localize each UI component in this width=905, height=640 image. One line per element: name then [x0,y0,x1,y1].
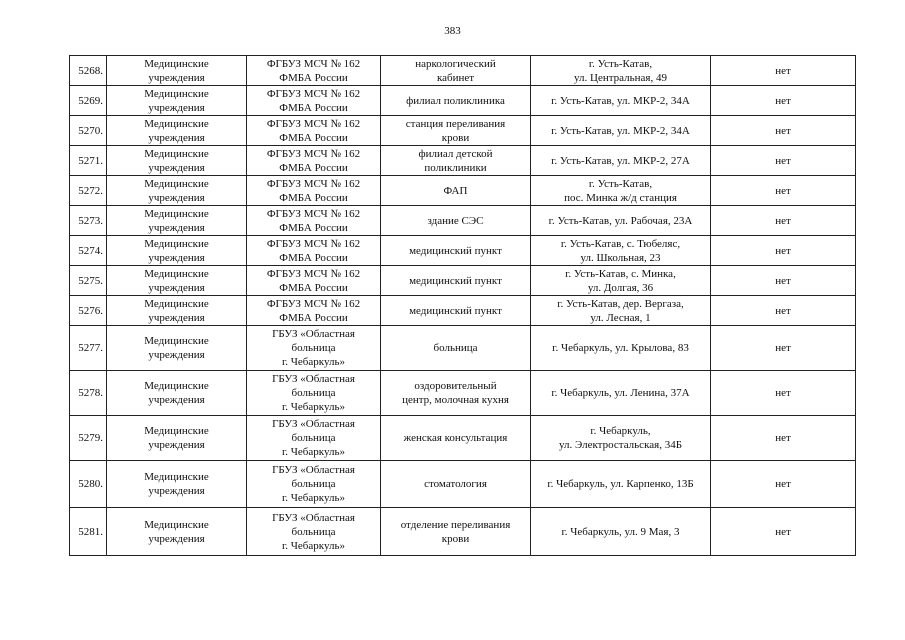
row-number-cell: 5270. [70,116,107,146]
facility-cell [381,206,531,236]
address-cell-line: ул. Долгая, 36 [587,281,654,294]
category-cell [107,266,247,296]
organization-cell-line: ГБУЗ «Областная [272,373,355,385]
address-cell-line: г. Чебаркуль, [590,425,651,437]
organization-cell-line: ФГБУЗ МСЧ № 162 [266,237,361,250]
facility-cell-line: ФАП [443,184,468,197]
registry-table-body [70,56,856,556]
status-cell: нет [711,56,856,86]
row-number-cell: 5277. [70,326,107,371]
table-row [70,116,856,146]
category-cell-line: Медицинские [144,335,209,347]
facility-cell-line: крови [441,131,470,144]
category-cell-line: Медицинские [144,237,209,250]
address-cell [531,56,711,86]
category-cell-line: учреждения [148,191,205,204]
organization-cell-line: ФМБА России [279,131,348,144]
row-number-cell: 5280. [70,461,107,508]
table-row [70,371,856,416]
status-cell: нет [711,176,856,206]
registry-table [69,55,856,556]
category-cell-line: Медицинские [144,207,209,220]
organization-cell-line: ФГБУЗ МСЧ № 162 [266,117,361,130]
organization-cell-line: ФМБА России [279,161,348,174]
address-cell [531,236,711,266]
row-number-cell: 5278. [70,371,107,416]
category-cell-line: Медицинские [144,87,209,100]
table-row [70,461,856,508]
organization-cell-line: ФГБУЗ МСЧ № 162 [266,177,361,190]
category-cell-line: Медицинские [144,425,209,437]
organization-cell-line: г. Чебаркуль» [282,539,345,552]
organization-cell-line: г. Чебаркуль» [282,446,345,458]
organization-cell [247,371,381,416]
address-cell-line: г. Усть-Катав, с. Тюбеляс, [560,237,681,250]
facility-cell [381,416,531,461]
organization-cell [247,236,381,266]
category-cell-line: Медицинские [144,518,209,531]
facility-cell [381,371,531,416]
organization-cell-line: г. Чебаркуль» [282,492,345,504]
facility-cell [381,56,531,86]
category-cell-line: Медицинские [144,380,209,392]
status-cell: нет [711,266,856,296]
category-cell [107,296,247,326]
facility-cell-line: женская консультация [403,432,508,444]
category-cell [107,416,247,461]
address-cell [531,116,711,146]
category-cell [107,56,247,86]
address-cell-line: г. Чебаркуль, ул. Карпенко, 13Б [547,478,694,490]
row-number-cell: 5275. [70,266,107,296]
category-cell-line: Медицинские [144,57,209,70]
facility-cell-line: оздоровительный [414,380,497,392]
address-cell [531,416,711,461]
status-cell: нет [711,86,856,116]
row-number-cell: 5269. [70,86,107,116]
category-cell [107,508,247,556]
facility-cell [381,116,531,146]
page-number: 383 [444,25,461,37]
category-cell-line: учреждения [148,281,205,294]
category-cell-line: учреждения [148,101,205,114]
address-cell-line: г. Усть-Катав, ул. МКР-2, 34А [551,94,690,107]
row-number-cell: 5268. [70,56,107,86]
category-cell [107,371,247,416]
address-cell-line: г. Усть-Катав, [588,177,653,190]
organization-cell-line: больница [291,525,336,538]
status-cell: нет [711,146,856,176]
facility-cell-line: поликлиники [424,161,487,174]
category-cell-line: учреждения [148,349,205,361]
category-cell-line: учреждения [148,485,205,497]
category-cell-line: Медицинские [144,147,209,160]
address-cell-line: г. Усть-Катав, ул. МКР-2, 27А [551,154,690,167]
status-cell: нет [711,296,856,326]
address-cell-line: пос. Минка ж/д станция [564,191,677,204]
facility-cell [381,266,531,296]
address-cell-line: г. Усть-Катав, [588,57,653,70]
table-row [70,266,856,296]
table-row [70,416,856,461]
category-cell [107,116,247,146]
address-cell [531,461,711,508]
organization-cell-line: ГБУЗ «Областная [272,511,355,524]
facility-cell [381,176,531,206]
row-number-cell: 5276. [70,296,107,326]
address-cell [531,371,711,416]
row-number-cell: 5274. [70,236,107,266]
category-cell-line: учреждения [148,71,205,84]
category-cell [107,176,247,206]
facility-cell [381,296,531,326]
organization-cell [247,326,381,371]
facility-cell-line: станция переливания [405,117,506,130]
category-cell [107,236,247,266]
category-cell [107,206,247,236]
category-cell-line: Медицинские [144,471,209,483]
organization-cell-line: ГБУЗ «Областная [272,418,355,430]
table-row [70,508,856,556]
organization-cell [247,266,381,296]
address-cell [531,508,711,556]
category-cell [107,146,247,176]
row-number-cell: 5271. [70,146,107,176]
organization-cell-line: ФГБУЗ МСЧ № 162 [266,267,361,280]
category-cell-line: учреждения [148,131,205,144]
facility-cell-line: больница [433,342,478,354]
organization-cell-line: ФМБА России [279,251,348,264]
address-cell-line: ул. Центральная, 49 [574,71,667,84]
table-row [70,326,856,371]
address-cell-line: г. Усть-Катав, с. Минка, [565,267,676,280]
organization-cell-line: больница [291,387,336,399]
facility-cell-line: стоматология [424,478,487,490]
organization-cell-line: ГБУЗ «Областная [272,328,355,340]
organization-cell [247,116,381,146]
table-row [70,56,856,86]
category-cell-line: учреждения [148,221,205,234]
organization-cell [247,508,381,556]
table-row [70,86,856,116]
category-cell-line: учреждения [148,532,205,545]
address-cell [531,176,711,206]
category-cell-line: учреждения [148,161,205,174]
table-row [70,296,856,326]
category-cell-line: Медицинские [144,267,209,280]
address-cell [531,146,711,176]
address-cell [531,206,711,236]
table-row [70,176,856,206]
category-cell-line: учреждения [148,251,205,264]
status-cell: нет [711,116,856,146]
organization-cell-line: ФМБА России [279,191,348,204]
organization-cell-line: ФМБА России [279,311,348,324]
facility-cell [381,86,531,116]
address-cell-line: г. Чебаркуль, ул. Крылова, 83 [552,342,689,354]
address-cell [531,326,711,371]
organization-cell-line: ФГБУЗ МСЧ № 162 [266,57,361,70]
status-cell: нет [711,416,856,461]
facility-cell [381,508,531,556]
address-cell-line: г. Чебаркуль, ул. Ленина, 37А [551,387,690,399]
category-cell [107,461,247,508]
organization-cell [247,86,381,116]
address-cell [531,296,711,326]
facility-cell [381,461,531,508]
organization-cell-line: ФГБУЗ МСЧ № 162 [266,207,361,220]
category-cell-line: Медицинские [144,117,209,130]
organization-cell-line: ФГБУЗ МСЧ № 162 [266,297,361,310]
address-cell-line: г. Усть-Катав, дер. Вергаза, [557,297,684,310]
category-cell-line: Медицинские [144,177,209,190]
facility-cell-line: кабинет [436,71,475,84]
organization-cell [247,146,381,176]
facility-cell-line: наркологический [415,57,496,70]
address-cell-line: ул. Школьная, 23 [580,251,661,264]
row-number-cell: 5273. [70,206,107,236]
address-cell-line: г. Чебаркуль, ул. 9 Мая, 3 [561,525,680,538]
organization-cell [247,416,381,461]
address-cell-line: ул. Электростальская, 34Б [558,439,683,451]
organization-cell [247,206,381,236]
organization-cell [247,56,381,86]
category-cell-line: учреждения [148,439,205,451]
facility-cell-line: медицинский пункт [409,304,502,317]
table-row [70,236,856,266]
row-number-cell: 5279. [70,416,107,461]
status-cell: нет [711,371,856,416]
facility-cell-line: центр, молочная кухня [402,394,509,406]
organization-cell-line: ФМБА России [279,101,348,114]
row-number-cell: 5281. [70,508,107,556]
organization-cell-line: больница [291,342,336,354]
status-cell: нет [711,508,856,556]
row-number-cell: 5272. [70,176,107,206]
category-cell [107,86,247,116]
facility-cell [381,146,531,176]
facility-cell-line: отделение переливания [400,518,511,531]
status-cell: нет [711,206,856,236]
table-row [70,146,856,176]
facility-cell-line: медицинский пункт [409,274,502,287]
facility-cell-line: филиал детской [418,147,493,160]
organization-cell-line: ФМБА России [279,71,348,84]
address-cell-line: г. Усть-Катав, ул. Рабочая, 23А [548,214,693,227]
address-cell-line: г. Усть-Катав, ул. МКР-2, 34А [551,124,690,137]
organization-cell [247,461,381,508]
facility-cell-line: филиал поликлиника [406,94,505,107]
organization-cell-line: ГБУЗ «Областная [272,464,355,476]
category-cell [107,326,247,371]
category-cell-line: учреждения [148,311,205,324]
organization-cell-line: ФГБУЗ МСЧ № 162 [266,147,361,160]
organization-cell-line: ФМБА России [279,281,348,294]
organization-cell-line: больница [291,432,336,444]
facility-cell [381,236,531,266]
organization-cell [247,176,381,206]
address-cell [531,266,711,296]
organization-cell-line: г. Чебаркуль» [282,356,345,368]
table-row [70,206,856,236]
category-cell-line: учреждения [148,394,205,406]
organization-cell-line: г. Чебаркуль» [282,401,345,413]
address-cell-line: ул. Лесная, 1 [590,311,651,324]
organization-cell-line: больница [291,478,336,490]
category-cell-line: Медицинские [144,297,209,310]
status-cell: нет [711,236,856,266]
organization-cell-line: ФМБА России [279,221,348,234]
facility-cell [381,326,531,371]
organization-cell-line: ФГБУЗ МСЧ № 162 [266,87,361,100]
facility-cell-line: медицинский пункт [409,244,502,257]
facility-cell-line: здание СЭС [427,214,484,227]
status-cell: нет [711,326,856,371]
address-cell [531,86,711,116]
facility-cell-line: крови [441,532,470,545]
status-cell: нет [711,461,856,508]
organization-cell [247,296,381,326]
